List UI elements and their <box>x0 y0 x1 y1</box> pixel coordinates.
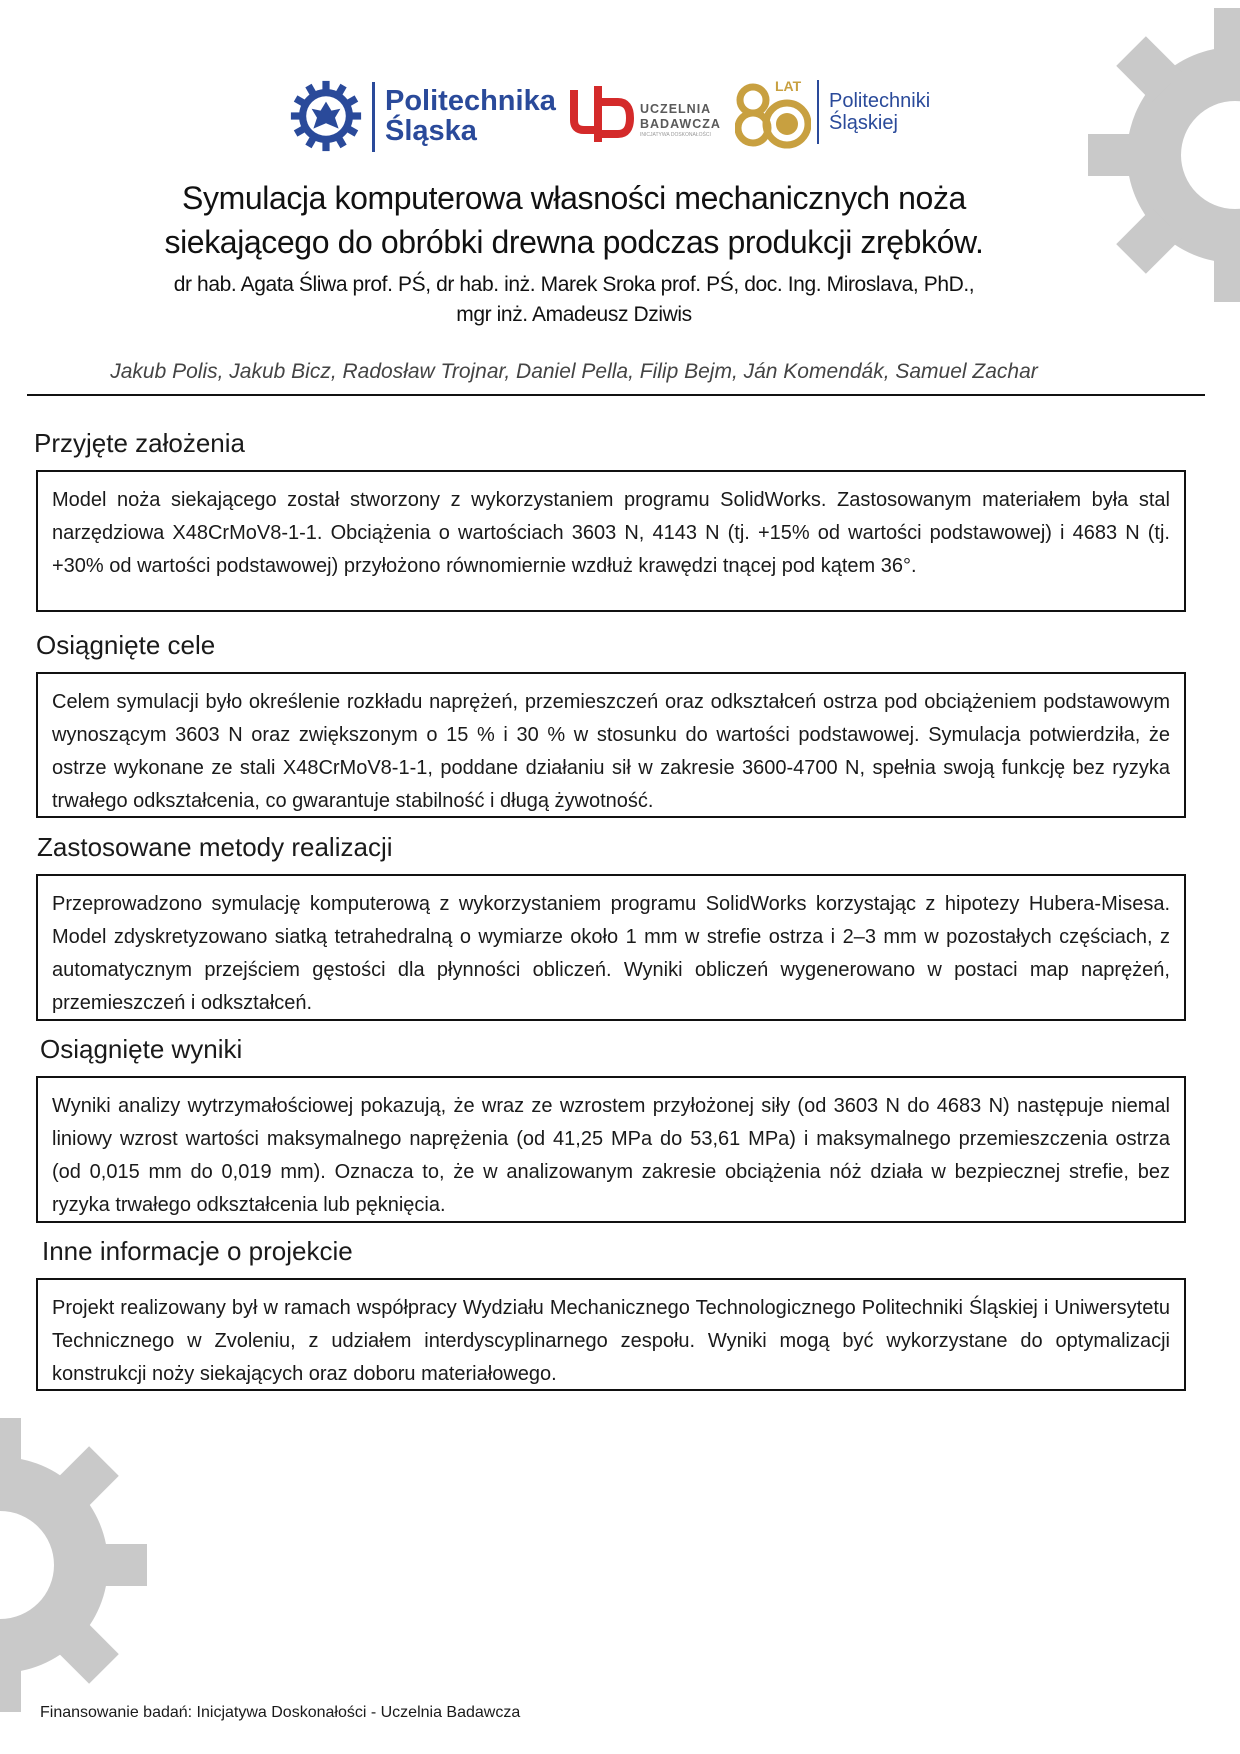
section-box-other-info <box>36 1278 1186 1391</box>
politechnika-slaska-logo <box>290 78 556 156</box>
section-heading-assumptions: Przyjęte założenia <box>34 428 245 458</box>
funding-footer: Finansowanie badań: Inicjatywa Doskonałości - Uczelnia Badawcza <box>40 1704 521 1721</box>
section-heading-other-info: Inne informacje o projekcie <box>42 1236 353 1266</box>
header-divider <box>27 394 1205 396</box>
student-authors: Jakub Polis, Jakub Bicz, Radosław Trojnar, Daniel Pella, Filip Bejm, Ján Komendák, Samuel Zachar <box>110 360 1038 383</box>
title-line2: siekającego do obróbki drewna podczas produkcji zrębków. <box>164 224 984 260</box>
ps-name-line2: Śląska <box>385 115 477 147</box>
page-title <box>60 176 1088 264</box>
authors-line1: dr hab. Agata Śliwa prof. PŚ, dr hab. inż. Marek Sroka prof. PŚ, doc. Ing. Miroslava, PhD., <box>173 273 975 296</box>
anniv-name-line1: Politechniki <box>829 90 931 112</box>
section-heading-results: Osiągnięte wyniki <box>40 1034 243 1064</box>
title-line1: Symulacja komputerowa własności mechanicznych noża <box>182 180 966 216</box>
authors-line2: mgr inż. Amadeusz Dziwis <box>456 303 692 326</box>
section-box-results <box>36 1076 1186 1223</box>
ub-sub: INICJATYWA DOSKONAŁOŚCI <box>640 132 711 138</box>
section-box-methods <box>36 874 1186 1021</box>
logo-bar <box>0 72 1240 162</box>
section-text-other-info: Projekt realizowany był w ramach współpracy Wydziału Mechanicznego Technologicznego Politechniki Śląskiej i Uniwersytetu Technicznego w Zvoleniu, z udziałem interdyscyplinarnego zespołu. Wyniki mogą być wykorzystane do optymalizacji konstrukcji noży siekających oraz doboru materiałowego. <box>52 1297 1170 1385</box>
section-box-goals <box>36 672 1186 818</box>
uczelnia-badawcza-logo <box>568 80 721 150</box>
ub-line1: UCZELNIA <box>640 102 712 116</box>
ub-line2: BADAWCZA <box>640 117 721 131</box>
anniversary-80-logo <box>735 76 965 154</box>
section-text-methods: Przeprowadzono symulację komputerową z wykorzystaniem programu SolidWorks korzystając z hipotezy Hubera-Misesa. Model zdyskretyzowano siatką tetrahedralną o wymiarze około 1 mm w strefie ostrza i 2–3 mm w pozostałych częściach, z automatycznym przejściem gęstości dla płynności obliczeń. Wyniki obliczeń wygenerowano w postaci map naprężeń, przemieszczeń i odkształceń. <box>52 893 1170 1014</box>
section-text-goals: Celem symulacji było określenie rozkładu naprężeń, przemieszczeń oraz odkształceń ostrza pod obciążeniem podstawowym wynoszącym 3603 N oraz zwiększonym o 15 % i 30 % w stosunku do wartości podstawowej. Symulacja potwierdziła, że ostrze wykonane ze stali X48CrMoV8-1-1, poddane działaniu sił w zakresie 3600-4700 N, spełnia swoją funkcję bez ryzyka trwałego odkształcenia, co gwarantuje stabilność i długą żywotność. <box>52 691 1170 812</box>
anniv-name-line2: Śląskiej <box>829 112 898 134</box>
section-heading-goals: Osiągnięte cele <box>36 630 216 660</box>
gear-icon-bottom-left <box>0 1415 150 1715</box>
section-text-results: Wyniki analizy wytrzymałościowej pokazują, że wraz ze wzrostem przyłożonej siły (od 3603 N do 4683 N) następuje niemal liniowy wzrost wartości maksymalnego naprężenia (od 41,25 MPa do 53,61 MPa) i maksymalnego przemieszczenia ostrza (od 0,015 mm do 0,019 mm). Oznacza to, że w analizowanym zakresie obciążenia nóż działa w bezpiecznej strefie, bez ryzyka trwałego odkształcenia lub pęknięcia. <box>52 1095 1170 1216</box>
uczelnia-badawcza-mark-icon <box>568 80 636 148</box>
authors <box>60 270 1088 330</box>
section-box-assumptions <box>36 470 1186 612</box>
university-emblem-icon <box>290 80 362 152</box>
anniversary-lat: LAT <box>775 78 802 94</box>
section-heading-methods: Zastosowane metody realizacji <box>37 832 393 862</box>
ps-name-line1: Politechnika <box>385 85 556 117</box>
section-text-assumptions: Model noża siekającego został stworzony z wykorzystaniem programu SolidWorks. Zastosowanym materiałem była stal narzędziowa X48CrMoV8-1-1. Obciążenia o wartościach 3603 N, 4143 N (tj. +15% od wartości podstawowej) i 4683 N (tj. +30% od wartości podstawowej) przyłożono równomiernie wzdłuż krawędzi tnącej pod kątem 36°. <box>52 489 1170 577</box>
